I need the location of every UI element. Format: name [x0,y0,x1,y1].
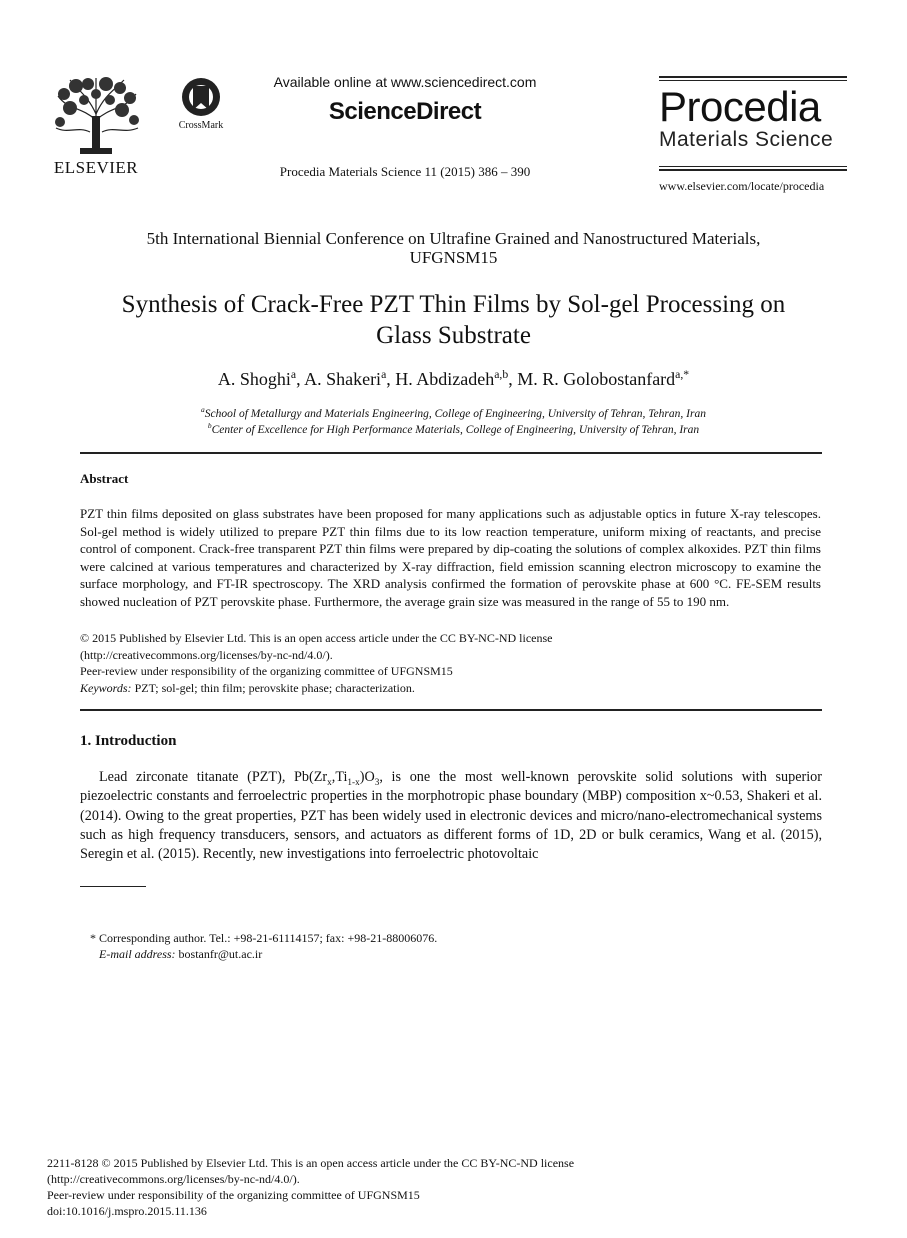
available-online-text: Available online at www.sciencedirect.com [273,74,537,90]
intro-text-part: )O [359,769,375,785]
issn-copyright-line: 2211-8128 © 2015 Published by Elsevier Ltd. This is an open access article under the CC BY-NC-ND license [47,1156,575,1170]
author-name[interactable]: M. R. Golobostanfard [517,369,676,389]
conference-line-2: UFGNSM15 [409,248,498,267]
doi-link[interactable]: doi:10.1016/j.mspro.2015.11.136 [47,1204,207,1218]
sciencedirect-logo[interactable]: ScienceDirect [328,98,482,125]
affiliation-mark: a [201,405,205,415]
procedia-logo-sub: Materials Science [659,128,834,151]
author-name[interactable]: H. Abdizadeh [395,369,495,389]
license-link[interactable]: (http://creativecommons.org/licenses/by-nc-nd/4.0/). [80,647,333,662]
article-title [60,289,847,351]
abstract-heading: Abstract [80,471,129,486]
affiliation-text: School of Metallurgy and Materials Engineering, College of Engineering, University of Tehran, Tehran, Iran [204,408,706,420]
intro-subscript: 1-x [347,776,360,787]
abstract-bottom-rule [80,709,822,711]
crossmark-label[interactable]: CrossMark [178,120,224,131]
procedia-logo [659,76,847,152]
corresponding-author-note: * Corresponding author. Tel.: +98-21-61114157; fax: +98-21-88006076. [90,931,438,945]
author-affiliation-mark: a,b [494,368,509,381]
title-line-1: Synthesis of Crack-Free PZT Thin Films by Sol-gel Processing on [121,291,786,318]
conference-line-1: 5th International Biennial Conference on Ultrafine Grained and Nanostructured Materials, [146,229,761,248]
keywords-label: Keywords: [80,680,132,695]
intro-text-part: Lead zirconate titanate (PZT), Pb(Zr [99,769,328,785]
footer-license-link[interactable]: (http://creativecommons.org/licenses/by-nc-nd/4.0/). [47,1172,300,1186]
keywords-value: PZT; sol-gel; thin film; perovskite phase; characterization. [134,680,415,695]
author-separator: , [508,369,518,389]
journal-url-link[interactable]: www.elsevier.com/locate/procedia [659,179,825,193]
title-line-2: Glass Substrate [376,322,531,349]
intro-text-part: , is one the most well-known perovskite solid solutions with superior piezoelectric constants and ferroelectric properties in the morphotropic phase boundary (MBP) composition x~0.53, Shakeri et al. (2014). Owing to the great properties, PZT has been widely used in electronic devices and micro/nano-electromechanical systems such as high frequency transducers, sensors, and actuators as different forms of 1D, 2D or bulk ceramics, Wang et al. (2015), Seregin et al. (2015). Recently, new investigations into ferroelectric photovoltaic [80,769,822,863]
email-label: E-mail address: [99,947,176,961]
abstract-top-rule [80,452,822,454]
elsevier-wordmark: ELSEVIER [53,158,139,177]
procedia-logo-main: Procedia [659,83,821,130]
page-footer-info [47,1155,747,1219]
affiliation-text: Center of Excellence for High Performance Materials, College of Engineering, University of Tehran, Iran [211,424,700,436]
copyright-line: © 2015 Published by Elsevier Ltd. This is an open access article under the CC BY-NC-ND license [80,631,553,645]
abstract-copyright-block [80,630,821,696]
footnote-separator [80,886,146,887]
intro-subscript: 3 [374,776,380,787]
peer-review-line: Peer-review under responsibility of the organizing committee of UFGNSM15 [80,664,453,678]
journal-reference: Procedia Materials Science 11 (2015) 386 – 390 [279,164,531,179]
abstract-body: PZT thin films deposited on glass substrates have been proposed for many applications such as adjustable optics in future X-ray telescopes. Sol-gel method is widely utilized to prepare PZT thin films due to its low reaction temperature, uniform mixing of reactants, and precise control of component. Crack-free transparent PZT thin films were prepared by dip-coating the solutions of complex alkoxides. PZT thin films were calcined at various temperatures and characterized by X-ray diffraction, field emission scanning electron microscopy to examine the surface morphology, and FT-IR spectroscopy. The XRD analysis confirmed the formation of perovskite phase at 600 °C. FE-SEM results showed nucleation of PZT perovskite phase. Furthermore, the average grain size was measured in the range of 55 to 190 nm. [80,506,821,609]
introduction-paragraph [80,768,822,864]
affiliation-list [60,406,847,438]
author-list [60,369,847,390]
author-separator: , [386,369,396,389]
email-link[interactable]: bostanfr@ut.ac.ir [178,947,263,961]
author-affiliation-mark: a [381,368,387,381]
footnote [90,930,690,962]
author-affiliation-mark: a,* [675,368,690,381]
author-affiliation-mark: a [290,368,297,381]
affiliation-mark: b [207,421,212,431]
affiliation-item [60,422,847,438]
author-name[interactable]: A. Shakeri [304,369,382,389]
author-name[interactable]: A. Shoghi [217,369,291,389]
intro-text-part: ,Ti [331,769,348,785]
footer-peer-review-line: Peer-review under responsibility of the organizing committee of UFGNSM15 [47,1188,420,1202]
affiliation-item [60,406,847,422]
keywords-line [80,680,821,697]
elsevier-tree-logo-icon [50,76,142,156]
section-heading-introduction: 1. Introduction [80,733,177,749]
intro-subscript: x [327,776,332,787]
crossmark-icon[interactable] [176,76,226,120]
procedia-bottom-rule-thick [659,169,847,171]
conference-name [60,229,847,267]
author-separator: , [296,369,305,389]
email-line [90,946,690,962]
procedia-bottom-rule [659,166,847,167]
